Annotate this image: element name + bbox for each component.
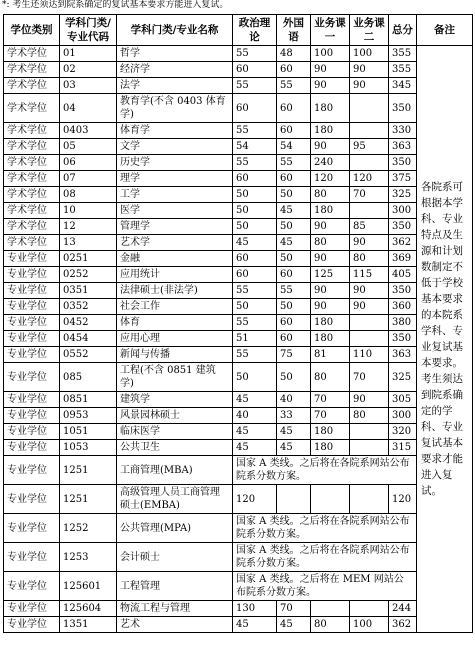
cell-course2 — [350, 601, 389, 617]
cell-course2: 90 — [350, 283, 389, 299]
table-row — [4, 347, 473, 363]
cell-type: 专业学位 — [4, 572, 60, 601]
cell-type: 专业学位 — [4, 347, 60, 363]
cell-course2: 115 — [350, 267, 389, 283]
cell-code: 125604 — [60, 601, 117, 617]
cell-name: 管理学 — [117, 219, 233, 235]
cell-course1: 90 — [311, 299, 350, 315]
cell-name: 应用统计 — [117, 267, 233, 283]
cell-course2: 100 — [350, 46, 389, 62]
cell-politics: 130 — [233, 601, 277, 617]
table-row — [4, 283, 473, 299]
cell-politics: 55 — [233, 155, 277, 171]
cell-name: 经济学 — [117, 62, 233, 78]
cell-foreign: 45 — [277, 617, 311, 633]
cell-foreign: 40 — [277, 392, 311, 408]
cell-code: 07 — [60, 171, 117, 187]
cell-type: 专业学位 — [4, 543, 60, 572]
cell-name: 哲学 — [117, 46, 233, 62]
cell-politics: 50 — [233, 363, 277, 392]
cell-course1: 180 — [311, 424, 350, 440]
cell-course1: 90 — [311, 139, 350, 155]
cell-course2 — [350, 155, 389, 171]
cell-course1: 70 — [311, 408, 350, 424]
header-politics: 政治理论 — [233, 15, 277, 46]
cell-type: 专业学位 — [4, 251, 60, 267]
cell-type: 专业学位 — [4, 315, 60, 331]
cell-code: 0552 — [60, 347, 117, 363]
table-row — [4, 267, 473, 283]
cell-politics: 50 — [233, 187, 277, 203]
cell-politics: 45 — [233, 392, 277, 408]
cell-course2 — [350, 331, 389, 347]
cell-code: 10 — [60, 203, 117, 219]
cell-type: 学术学位 — [4, 155, 60, 171]
cell-course2: 100 — [350, 617, 389, 633]
cell-name: 公共卫生 — [117, 440, 233, 456]
cell-code: 0351 — [60, 283, 117, 299]
cell-total: 345 — [389, 78, 417, 94]
cell-total: 120 — [389, 485, 417, 514]
cell-politics: 55 — [233, 123, 277, 139]
cell-code: 0851 — [60, 392, 117, 408]
cell-course1: 80 — [311, 617, 350, 633]
cell-total: 405 — [389, 267, 417, 283]
cell-foreign: 54 — [277, 139, 311, 155]
cell-course1: 180 — [311, 203, 350, 219]
cell-total: 355 — [389, 62, 417, 78]
cell-course1: 80 — [311, 363, 350, 392]
cell-name: 临床医学 — [117, 424, 233, 440]
cell-foreign: 60 — [277, 94, 311, 123]
cell-course1: 180 — [311, 94, 350, 123]
cell-politics: 55 — [233, 46, 277, 62]
cell-name: 工商管理(MBA) — [117, 456, 233, 485]
cell-name: 工学 — [117, 187, 233, 203]
cell-course1: 90 — [311, 219, 350, 235]
cell-type: 学术学位 — [4, 139, 60, 155]
header-total: 总分 — [389, 15, 417, 46]
cell-foreign: 33 — [277, 408, 311, 424]
cell-foreign: 50 — [277, 187, 311, 203]
cell-course2: 90 — [350, 392, 389, 408]
cell-foreign: 60 — [277, 267, 311, 283]
cell-foreign: 55 — [277, 155, 311, 171]
table-row — [4, 235, 473, 251]
cell-total: 244 — [389, 601, 417, 617]
cell-total: 363 — [389, 347, 417, 363]
table-row — [4, 392, 473, 408]
cell-course2: 80 — [350, 251, 389, 267]
cell-type: 专业学位 — [4, 331, 60, 347]
cell-course1: 125 — [311, 267, 350, 283]
header-course2: 业务课二 — [350, 15, 389, 46]
table-row — [4, 123, 473, 139]
cell-code: 05 — [60, 139, 117, 155]
header-remark: 备注 — [417, 15, 473, 46]
cell-foreign: 45 — [277, 203, 311, 219]
cell-course2 — [350, 485, 389, 514]
cell-total: 350 — [389, 94, 417, 123]
cell-course2: 80 — [350, 408, 389, 424]
cell-code: 1253 — [60, 543, 117, 572]
cell-course2: 90 — [350, 62, 389, 78]
cell-code: 1251 — [60, 485, 117, 514]
cell-code: 04 — [60, 94, 117, 123]
cell-code: 1251 — [60, 456, 117, 485]
cell-name: 法学 — [117, 78, 233, 94]
cell-total: 325 — [389, 187, 417, 203]
cell-politics: 60 — [233, 171, 277, 187]
remark-cell: 各院系可根据本学科、专业特点及生源和计划数制定不低于学校基本要求的本院系学科、专业复试基本要求。考生须达到院系确定的学科、专业复试基本要求才能进入复试。 — [417, 46, 473, 633]
cell-course2: 120 — [350, 171, 389, 187]
table-row — [4, 139, 473, 155]
cell-type: 专业学位 — [4, 601, 60, 617]
cell-type: 专业学位 — [4, 440, 60, 456]
cell-type: 学术学位 — [4, 123, 60, 139]
cell-course2 — [350, 203, 389, 219]
cell-span-note: 国家 A 类线。之后将在各院系网站公布院系分数方案。 — [233, 456, 417, 485]
cell-total: 380 — [389, 315, 417, 331]
cell-politics: 55 — [233, 78, 277, 94]
header-type: 学位类别 — [4, 15, 60, 46]
cell-foreign — [277, 485, 311, 514]
cell-name: 工程管理 — [117, 572, 233, 601]
cell-span-note: 国家 A 类线。之后将在各院系网站公布院系分数方案。 — [233, 514, 417, 543]
cell-name: 建筑学 — [117, 392, 233, 408]
cell-code: 125601 — [60, 572, 117, 601]
cell-course1: 180 — [311, 440, 350, 456]
cell-course2: 90 — [350, 78, 389, 94]
cell-type: 专业学位 — [4, 514, 60, 543]
cell-type: 专业学位 — [4, 283, 60, 299]
cell-name: 医学 — [117, 203, 233, 219]
cell-politics: 40 — [233, 408, 277, 424]
cell-course2: 90 — [350, 299, 389, 315]
cell-code: 01 — [60, 46, 117, 62]
cell-course2: 70 — [350, 187, 389, 203]
cell-total: 350 — [389, 219, 417, 235]
cell-politics: 45 — [233, 235, 277, 251]
cell-course2: 110 — [350, 347, 389, 363]
cell-course1: 100 — [311, 46, 350, 62]
cell-foreign: 55 — [277, 283, 311, 299]
cell-politics: 45 — [233, 617, 277, 633]
cell-type: 专业学位 — [4, 392, 60, 408]
cell-total: 362 — [389, 617, 417, 633]
cell-name: 体育 — [117, 315, 233, 331]
cell-foreign: 60 — [277, 62, 311, 78]
header-code: 学科门类/专业代码 — [60, 15, 117, 46]
cell-politics: 55 — [233, 347, 277, 363]
table-row — [4, 408, 473, 424]
cell-politics: 120 — [233, 485, 277, 514]
table-row — [4, 203, 473, 219]
cell-name: 社会工作 — [117, 299, 233, 315]
cell-name: 风景园林硕士 — [117, 408, 233, 424]
cell-type: 学术学位 — [4, 78, 60, 94]
cell-total: 315 — [389, 440, 417, 456]
cell-code: 0452 — [60, 315, 117, 331]
table-row — [4, 572, 473, 601]
cell-politics: 55 — [233, 315, 277, 331]
cell-course2: 85 — [350, 219, 389, 235]
cell-course1: 80 — [311, 235, 350, 251]
cell-code: 03 — [60, 78, 117, 94]
cell-course2: 90 — [350, 235, 389, 251]
cell-name: 法律硕士(非法学) — [117, 283, 233, 299]
cell-code: 085 — [60, 363, 117, 392]
cell-total: 360 — [389, 299, 417, 315]
cell-foreign: 45 — [277, 440, 311, 456]
cell-foreign: 75 — [277, 347, 311, 363]
cell-type: 学术学位 — [4, 62, 60, 78]
cell-total: 369 — [389, 251, 417, 267]
cell-course2 — [350, 424, 389, 440]
cell-code: 12 — [60, 219, 117, 235]
cell-code: 13 — [60, 235, 117, 251]
cell-politics: 45 — [233, 424, 277, 440]
cell-foreign: 60 — [277, 315, 311, 331]
table-row — [4, 514, 473, 543]
cell-type: 专业学位 — [4, 363, 60, 392]
cell-total: 325 — [389, 363, 417, 392]
cell-type: 专业学位 — [4, 456, 60, 485]
cell-name: 应用心理 — [117, 331, 233, 347]
table-row — [4, 171, 473, 187]
cell-politics: 51 — [233, 331, 277, 347]
cell-politics: 55 — [233, 283, 277, 299]
table-row — [4, 78, 473, 94]
cell-total: 320 — [389, 424, 417, 440]
cell-name: 公共管理(MPA) — [117, 514, 233, 543]
table-row — [4, 363, 473, 392]
cell-foreign: 60 — [277, 171, 311, 187]
table-row — [4, 485, 473, 514]
table-row — [4, 155, 473, 171]
cell-code: 08 — [60, 187, 117, 203]
cell-code: 06 — [60, 155, 117, 171]
cell-total: 350 — [389, 155, 417, 171]
cell-politics: 50 — [233, 203, 277, 219]
cell-politics: 60 — [233, 94, 277, 123]
table-row — [4, 440, 473, 456]
cell-foreign: 50 — [277, 299, 311, 315]
table-row — [4, 46, 473, 62]
cell-total: 350 — [389, 331, 417, 347]
cell-politics: 54 — [233, 139, 277, 155]
cell-course2 — [350, 440, 389, 456]
table-row — [4, 251, 473, 267]
cell-total: 300 — [389, 408, 417, 424]
cell-type: 学术学位 — [4, 219, 60, 235]
cell-total: 375 — [389, 171, 417, 187]
cell-type: 专业学位 — [4, 299, 60, 315]
cell-course1: 240 — [311, 155, 350, 171]
cell-code: 1351 — [60, 617, 117, 633]
cell-name: 会计硕士 — [117, 543, 233, 572]
cell-politics: 50 — [233, 219, 277, 235]
cell-name: 艺术 — [117, 617, 233, 633]
cell-name: 理学 — [117, 171, 233, 187]
cell-course1: 80 — [311, 187, 350, 203]
cell-type: 学术学位 — [4, 94, 60, 123]
cell-total: 355 — [389, 46, 417, 62]
cell-code: 0251 — [60, 251, 117, 267]
cell-course2: 95 — [350, 139, 389, 155]
cell-code: 0403 — [60, 123, 117, 139]
cell-course1: 81 — [311, 347, 350, 363]
cell-span-note: 国家 A 类线。之后将在各院系网站公布院系分数方案。 — [233, 543, 417, 572]
note-text: *: 考生还须达到院系确定的复试基本要求方能进入复试。 — [2, 0, 229, 10]
cell-total: 363 — [389, 139, 417, 155]
cell-name: 艺术学 — [117, 235, 233, 251]
cell-total: 305 — [389, 392, 417, 408]
cell-foreign: 60 — [277, 123, 311, 139]
cell-course1 — [311, 485, 350, 514]
cell-course1: 180 — [311, 315, 350, 331]
cell-name: 高级管理人员工商管理硕士(EMBA) — [117, 485, 233, 514]
cell-foreign: 70 — [277, 601, 311, 617]
cell-course1: 90 — [311, 251, 350, 267]
cell-course1 — [311, 601, 350, 617]
cell-course2: 70 — [350, 363, 389, 392]
cell-course1: 90 — [311, 283, 350, 299]
cell-code: 0454 — [60, 331, 117, 347]
table-row — [4, 315, 473, 331]
table-row — [4, 601, 473, 617]
cell-code: 1252 — [60, 514, 117, 543]
cell-span-note: 国家 A 类线。之后将在 MEM 网站公布院系分数方案。 — [233, 572, 417, 601]
cell-name: 文学 — [117, 139, 233, 155]
cell-type: 学术学位 — [4, 46, 60, 62]
cell-code: 1053 — [60, 440, 117, 456]
cell-politics: 50 — [233, 299, 277, 315]
cell-foreign: 45 — [277, 235, 311, 251]
cell-foreign: 48 — [277, 46, 311, 62]
cell-course2 — [350, 94, 389, 123]
table-row — [4, 187, 473, 203]
cell-course1: 90 — [311, 62, 350, 78]
table-row — [4, 219, 473, 235]
table-row — [4, 299, 473, 315]
cell-name: 教育学(不含 0403 体育学) — [117, 94, 233, 123]
cell-foreign: 50 — [277, 251, 311, 267]
cell-foreign: 50 — [277, 363, 311, 392]
cell-type: 学术学位 — [4, 171, 60, 187]
cell-politics: 60 — [233, 62, 277, 78]
cell-foreign: 45 — [277, 424, 311, 440]
cell-type: 专业学位 — [4, 424, 60, 440]
cell-foreign: 60 — [277, 331, 311, 347]
cell-name: 金融 — [117, 251, 233, 267]
cell-type: 专业学位 — [4, 617, 60, 633]
cell-course1: 180 — [311, 123, 350, 139]
cell-name: 体育学 — [117, 123, 233, 139]
cell-name: 工程(不含 0851 建筑学) — [117, 363, 233, 392]
cell-course2 — [350, 315, 389, 331]
cell-politics: 60 — [233, 251, 277, 267]
cell-politics: 45 — [233, 440, 277, 456]
table-row — [4, 331, 473, 347]
cell-code: 0953 — [60, 408, 117, 424]
table-row — [4, 456, 473, 485]
score-table — [3, 14, 473, 633]
table-row — [4, 424, 473, 440]
cell-total: 300 — [389, 203, 417, 219]
cell-course1: 180 — [311, 331, 350, 347]
cell-total: 330 — [389, 123, 417, 139]
header-foreign: 外国语 — [277, 15, 311, 46]
cell-type: 专业学位 — [4, 485, 60, 514]
cell-name: 物流工程与管理 — [117, 601, 233, 617]
table-row — [4, 94, 473, 123]
table-row — [4, 617, 473, 633]
cell-code: 02 — [60, 62, 117, 78]
cell-type: 专业学位 — [4, 408, 60, 424]
cell-course1: 90 — [311, 78, 350, 94]
cell-total: 350 — [389, 283, 417, 299]
table-row — [4, 62, 473, 78]
cell-name: 历史学 — [117, 155, 233, 171]
cell-type: 学术学位 — [4, 235, 60, 251]
cell-name: 新闻与传播 — [117, 347, 233, 363]
cell-code: 1051 — [60, 424, 117, 440]
header-course1: 业务课一 — [311, 15, 350, 46]
cell-politics: 60 — [233, 267, 277, 283]
cell-foreign: 55 — [277, 78, 311, 94]
cell-type: 专业学位 — [4, 267, 60, 283]
cell-type: 学术学位 — [4, 187, 60, 203]
cell-code: 0352 — [60, 299, 117, 315]
cell-code: 0252 — [60, 267, 117, 283]
cell-total: 362 — [389, 235, 417, 251]
header-name: 学科门类/专业名称 — [117, 15, 233, 46]
cell-course1: 70 — [311, 392, 350, 408]
cell-course1: 120 — [311, 171, 350, 187]
table-row — [4, 543, 473, 572]
cell-foreign: 50 — [277, 219, 311, 235]
cell-course2 — [350, 123, 389, 139]
cell-type: 学术学位 — [4, 203, 60, 219]
